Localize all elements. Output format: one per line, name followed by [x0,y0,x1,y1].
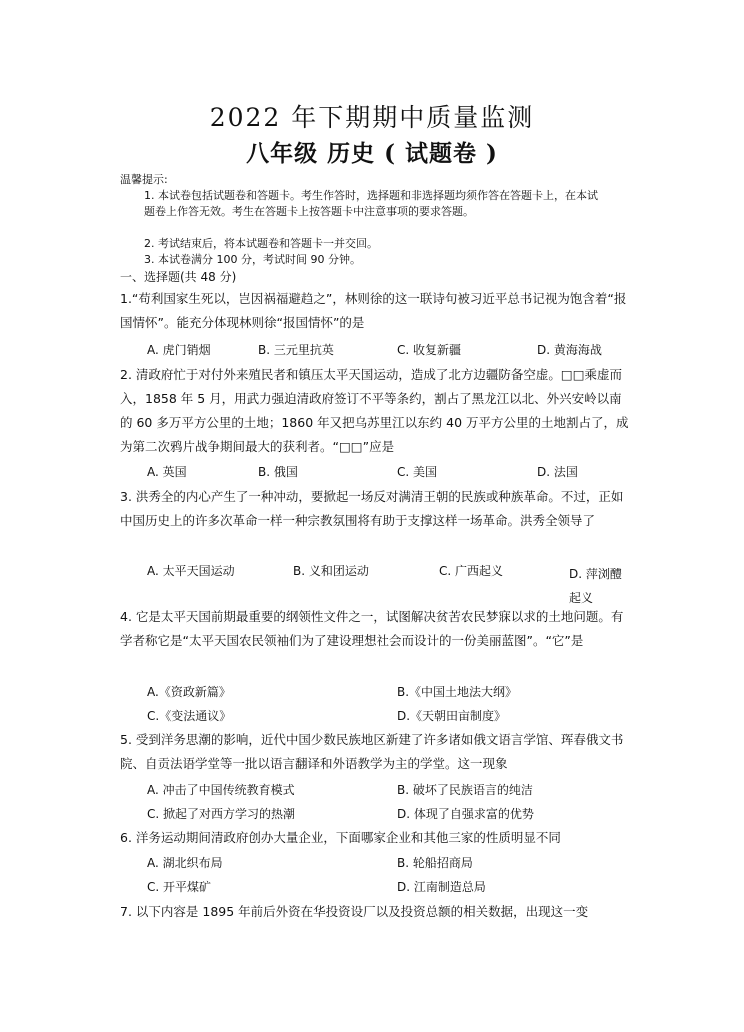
question-5-option-b: B. 破坏了民族语言的纯洁 [397,783,533,797]
question-3-option-c: C. 广西起义 [439,564,504,578]
question-1-option-d: D. 黄海海战 [537,343,602,357]
question-2-option-b: B. 俄国 [258,465,298,479]
question-3-option-a: A. 太平天国运动 [147,564,235,578]
notice-item-2: 2. 考试结束后，将本试题卷和答题卡一并交回。 [144,237,378,250]
question-4-option-a: A.《资政新篇》 [147,685,231,699]
question-5-stem: 5. 受到洋务思潮的影响，近代中国少数民族地区新建了许多诸如俄文语言学馆、珲春俄文书院、自贡法语学堂等一批以语言翻译和外语教学为主的学堂。这一现象 [120,732,624,771]
notice-item-1: 1. 本试卷包括试题卷和答题卡。考生作答时，选择题和非选择题均须作答在答题卡上，在本试题卷上作答无效。考生在答题卡上按答题卡中注意事项的要求答题。 [144,189,598,218]
exam-title: 2022 年下期期中质量监测 [209,103,535,132]
question-3-option-b: B. 义和团运动 [293,564,369,578]
question-1-option-b: B. 三元里抗英 [258,343,334,357]
notice-item-3: 3. 本试卷满分 100 分，考试时间 90 分钟。 [144,253,361,266]
question-4-stem: 4. 它是太平天国前期最重要的纲领性文件之一，试图解决贫苦农民梦寐以求的土地问题。有 学者称它是“太平天国农民领袖们为了建设理想社会而设计的一份美丽蓝图”。“它”是 [120,609,624,648]
question-2-option-a: A. 英国 [147,465,187,479]
question-5-option-c: C. 掀起了对西方学习的热潮 [147,807,296,821]
question-1-option-a: A. 虎门销烟 [147,343,211,357]
question-2-option-c: C. 美国 [397,465,438,479]
question-3-stem: 3. 洪秀全的内心产生了一种冲动，要掀起一场反对满清王朝的民族或种族革命。不过，正如中国历史上的许多次革命一样一种宗教氛围将有助于支撑这样一场革命。洪秀全领导了 [120,489,624,528]
question-7-stem: 7. 以下内容是 1895 年前后外资在华投资设厂以及投资总额的相关数据，出现这一变 [120,904,589,919]
question-6-option-a: A. 湖北织布局 [147,856,223,870]
question-1-stem: 1.“苟利国家生死以，岂因祸福避趋之”，林则徐的这一联诗句被习近平总书记视为饱含着“报国情怀”。能充分体现林则徐“报国情怀”的是 [120,291,627,330]
question-2-stem: 2. 清政府忙于对付外来殖民者和镇压太平天国运动，造成了北方边疆防备空虚。□□乘虚而入，1858 年 5 月，用武力强迫清政府签订不平等条约，割占了黑龙江以北、外兴安岭以南的 60 多万平方公里的土地；1860 年又把乌苏里江以东约 40 万平方公里的土地割占了，成为第二次鸦片战争期间最大的获利者。“□□”应是 [120,367,629,454]
question-5-option-a: A. 冲击了中国传统教育模式 [147,783,295,797]
question-3-option-d: D. 萍浏醴起义 [569,567,622,605]
question-6-option-c: C. 开平煤矿 [147,880,212,894]
question-2-option-d: D. 法国 [537,465,578,479]
question-5-option-d: D. 体现了自强求富的优势 [397,807,534,821]
exam-subtitle: 八年级 历史 ( 试题卷 ) [246,140,498,167]
notice-label: 温馨提示: [120,173,168,186]
question-6-option-b: B. 轮船招商局 [397,856,473,870]
question-1-option-c: C. 收复新疆 [397,343,462,357]
section-heading: 一、选择题(共 48 分) [120,270,237,284]
question-4-option-d: D.《天朝田亩制度》 [397,709,507,723]
question-6-option-d: D. 江南制造总局 [397,880,486,894]
question-4-option-b: B.《中国土地法大纲》 [397,685,518,699]
question-4-option-c: C.《变法通议》 [147,709,232,723]
question-6-stem: 6. 洋务运动期间清政府创办大量企业，下面哪家企业和其他三家的性质明显不同 [120,830,561,845]
